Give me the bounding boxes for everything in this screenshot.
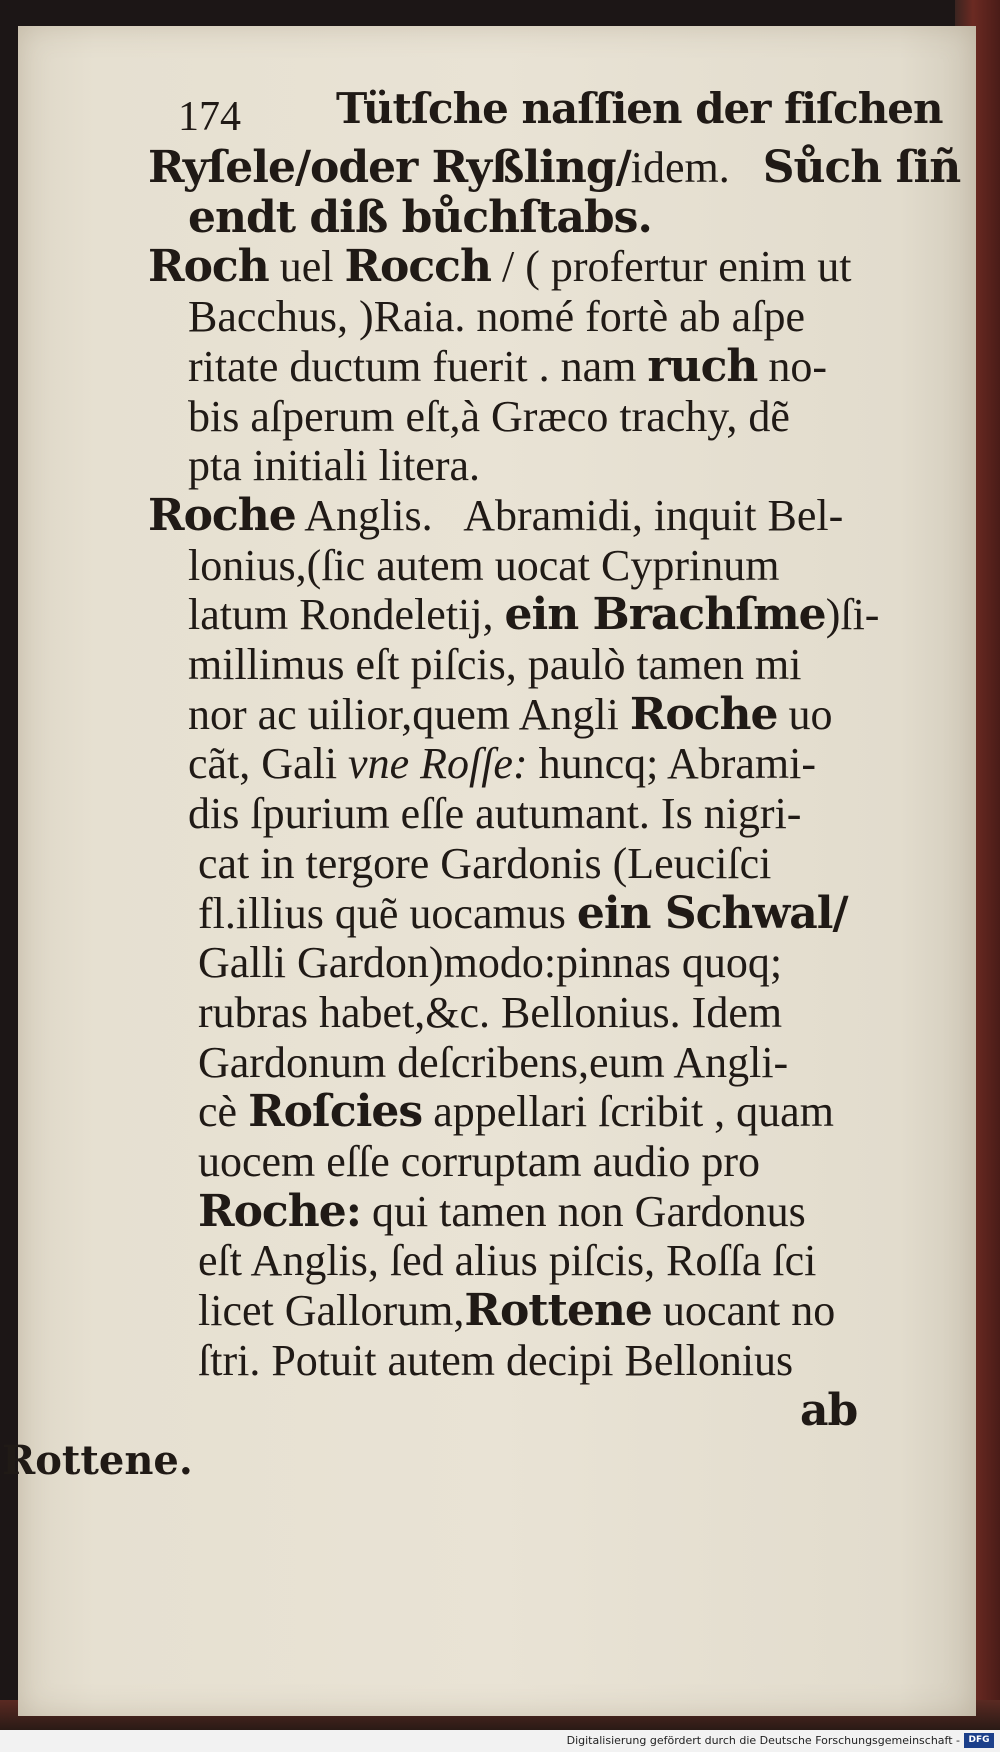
text-segment: vne Roſſe: xyxy=(348,739,528,789)
digitization-footer xyxy=(0,1730,1000,1752)
text-line xyxy=(188,292,805,342)
text-segment: Anglis. Abramidi, inquit Bel- xyxy=(295,490,844,540)
footer-credit: Digitalisierung gefördert durch die Deutsche Forschungsgemeinschaft - xyxy=(566,1734,960,1747)
text-line xyxy=(198,1185,806,1237)
dfg-logo: DFG xyxy=(964,1733,994,1748)
margin-note: Rottene. xyxy=(2,1437,193,1484)
text-line xyxy=(198,1137,761,1186)
text-segment: Roche xyxy=(629,688,778,740)
text-segment: / ( profertur enim ut xyxy=(490,242,852,292)
text-segment: bis aſperum eſt,à Græco trachy, dẽ xyxy=(188,391,790,441)
text-segment: cãt, Gali xyxy=(188,739,349,789)
text-line xyxy=(198,1285,836,1337)
text-line xyxy=(800,1384,858,1436)
text-segment: appellari ſcribit , quam xyxy=(422,1087,834,1137)
text-line xyxy=(188,589,880,641)
text-line xyxy=(148,241,852,293)
text-segment: lonius,(ſic autem uocat Cyprinum xyxy=(188,540,780,590)
text-line xyxy=(188,640,802,689)
text-segment: nor ac uilior,quem Angli xyxy=(188,689,630,739)
text-segment: rubras habet,&c. Bellonius. Idem xyxy=(198,987,783,1037)
text-segment: Sůch ſiñ xyxy=(762,142,961,193)
text-line xyxy=(188,739,817,789)
text-segment: millimus eſt piſcis, paulò tamen mi xyxy=(188,640,802,689)
text-line xyxy=(188,540,780,590)
text-line xyxy=(198,1037,789,1087)
text-line xyxy=(188,789,802,839)
text-line xyxy=(198,838,772,888)
text-segment: ein Schwal/ xyxy=(576,887,848,939)
text-line xyxy=(198,1086,834,1138)
running-head: Tütſche naſſien der fiſchen xyxy=(336,84,943,133)
text-line xyxy=(198,1236,817,1286)
text-line xyxy=(188,441,481,491)
text-line xyxy=(148,489,844,541)
text-segment: cè xyxy=(198,1087,249,1137)
text-segment: uo xyxy=(777,689,833,739)
text-segment: ritate ductum fuerit . nam xyxy=(188,341,648,391)
text-segment: ab xyxy=(800,1384,858,1436)
text-segment: uocant no xyxy=(651,1286,836,1336)
text-segment: qui tamen non Gardonus xyxy=(360,1186,806,1236)
text-segment: Roch xyxy=(148,241,269,293)
text-segment: latum Rondeletij, xyxy=(188,590,505,640)
text-segment: dis ſpurium eſſe autumant. Is nigri- xyxy=(188,789,802,839)
text-line xyxy=(198,887,848,939)
text-segment: uel xyxy=(268,242,345,292)
text-line xyxy=(188,391,790,441)
text-segment: licet Gallorum, xyxy=(198,1286,465,1336)
text-segment: Gardonum deſcribens,eum Angli- xyxy=(198,1037,789,1087)
text-segment: Rottene xyxy=(464,1285,652,1337)
text-segment: fl.illius quẽ uocamus xyxy=(198,888,577,938)
page-number: 174 xyxy=(178,94,241,140)
text-line xyxy=(198,1335,794,1385)
text-line xyxy=(198,938,783,988)
text-segment: uocem eſſe corruptam audio pro xyxy=(198,1137,761,1186)
text-segment: Galli Gardon)modo:pinnas quoq; xyxy=(198,938,783,988)
text-segment: )ſi- xyxy=(825,590,880,640)
text-segment: Roche xyxy=(148,489,296,541)
text-segment: huncq; Abrami- xyxy=(527,739,817,789)
text-line xyxy=(188,191,652,243)
text-segment: ſtri. Potuit autem decipi Bellonius xyxy=(198,1335,794,1385)
text-segment: Roche: xyxy=(198,1185,361,1237)
text-segment: ein Brachſme xyxy=(504,589,826,641)
text-segment: cat in tergore Gardonis (Leuciſci xyxy=(198,838,772,888)
text-segment: idem. xyxy=(630,143,763,192)
text-segment: Ryſele/oder Ryßling/ xyxy=(148,142,631,193)
text-segment: eſt Anglis, ſed alius piſcis, Roſſa ſci xyxy=(198,1236,817,1286)
text-line xyxy=(188,340,828,392)
text-segment: Bacchus, )Raia. nomé fortè ab aſpe xyxy=(188,292,805,342)
text-segment: pta initiali litera. xyxy=(188,441,481,491)
text-segment: Rocch xyxy=(344,241,491,293)
text-segment: Roſcies xyxy=(248,1086,423,1138)
text-segment: ruch xyxy=(647,340,758,392)
text-line xyxy=(188,688,833,740)
text-segment: no- xyxy=(757,341,828,391)
text-segment: endt diß bůchſtabs. xyxy=(188,191,652,243)
text-line xyxy=(198,987,783,1037)
text-line xyxy=(148,142,961,193)
